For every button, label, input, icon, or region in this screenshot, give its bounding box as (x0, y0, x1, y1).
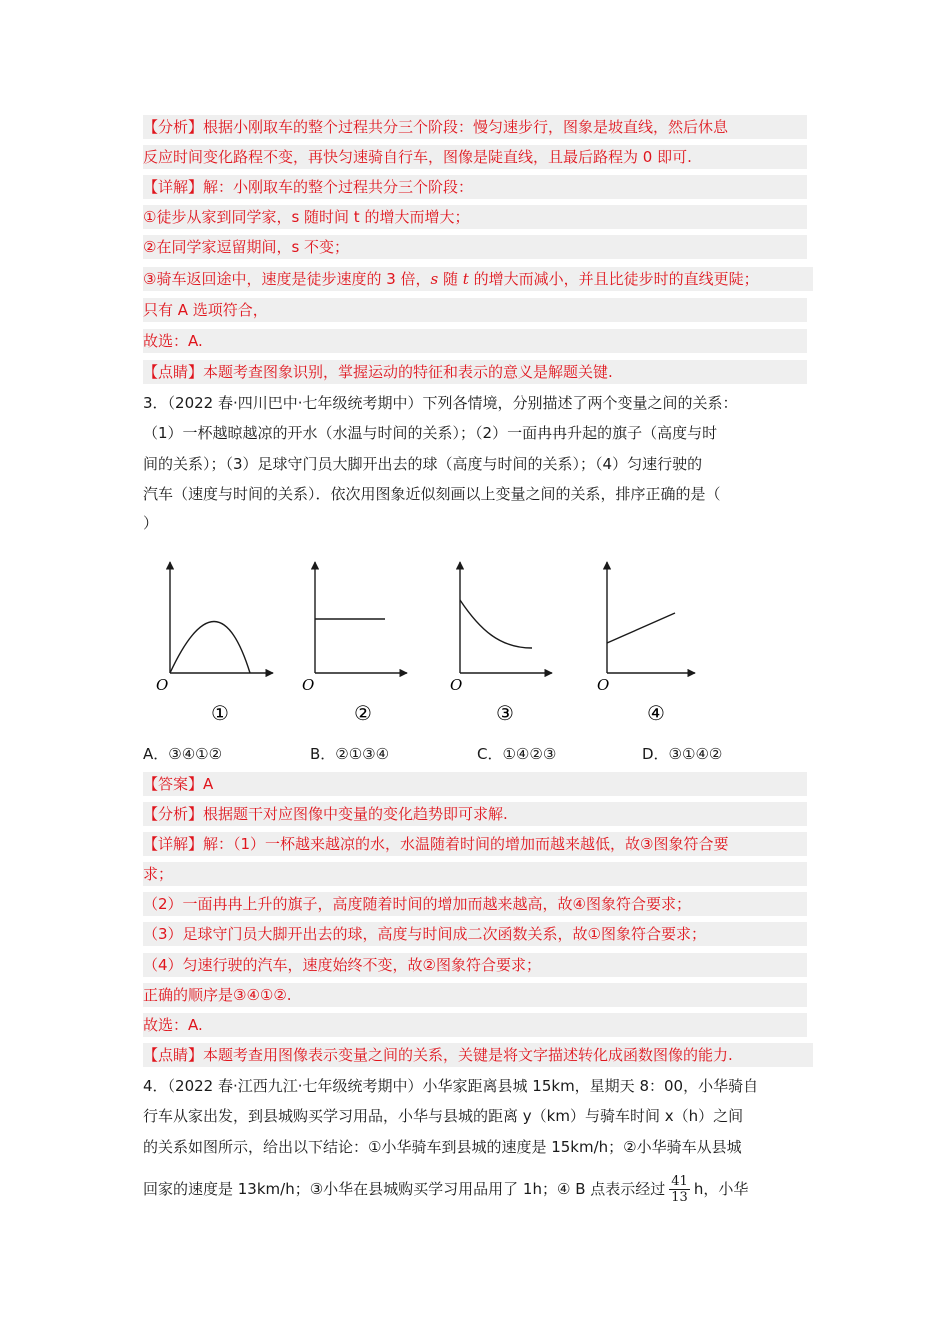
graph-2 (302, 562, 407, 725)
q3-stem-line1: 3．（2022 春·四川巴中·七年级统考期中）下列各情境，分别描述了两个变量之间的关系： (143, 394, 738, 412)
q3-comment: 【点睛】本题考查用图像表示变量之间的关系，关键是将文字描述转化成函数图像的能力. (143, 1043, 813, 1067)
graph-3-caption: ③ (496, 701, 514, 725)
graph-4-increasing-line (607, 613, 675, 643)
option-d: D．③①④② (642, 745, 723, 763)
q2-stage2: ②在同学家逗留期间，s 不变； (143, 235, 807, 259)
graph-1 (156, 562, 273, 725)
q3-graphs-figure (140, 550, 700, 730)
q3-detail-line6: 正确的顺序是③④①②. (143, 983, 807, 1007)
graph-4-origin-label: O (597, 676, 610, 694)
graph-3-decay-curve (460, 600, 532, 648)
q4-stem-line3: 的关系如图所示，给出以下结论：①小华骑车到县城的速度是 15km/h；②小华骑车从县城 (143, 1138, 742, 1156)
q4-stem-line1: 4．（2022 春·江西九江·七年级统考期中）小华家距离县城 15km，星期天 8：00，小华骑自 (143, 1077, 759, 1095)
q3-choose: 故选：A. (143, 1013, 807, 1037)
q2-stage3 (143, 267, 813, 291)
q3-detail-line1: 【详解】解：（1）一杯越来越凉的水，水温随着时间的增加而越来越低，故③图象符合要 (143, 832, 807, 856)
q4-stem-line4-part-a: 回家的速度是 13km/h；③小华在县城购买学习用品用了 1h；④ B 点表示经过 (143, 1180, 666, 1198)
q4-stem-line4 (143, 1172, 748, 1206)
q4-stem-line2: 行车从家出发，到县城购买学习用品，小华与县城的距离 y（km）与骑车时间 x（h）之间 (143, 1107, 744, 1125)
option-a: A．③④①② (143, 745, 223, 763)
option-c: C．①④②③ (477, 745, 557, 763)
q3-detail-line2: 求； (143, 862, 807, 886)
q2-choose: 故选：A. (143, 329, 807, 353)
q2-analysis-line2: 反应时间变化路程不变，再快匀速骑自行车，图像是陡直线，且最后路程为 0 即可. (143, 145, 807, 169)
q3-stem-line4: 汽车（速度与时间的关系）．依次用图象近似刻画以上变量之间的关系，排序正确的是（ (143, 485, 721, 503)
q2-comment: 【点睛】本题考查图象识别，掌握运动的特征和表示的意义是解题关键. (143, 360, 807, 384)
q2-analysis-line1: 【分析】根据小刚取车的整个过程共分三个阶段：慢匀速步行，图象是坡直线，然后休息 (143, 115, 807, 139)
q3-stem-line3: 间的关系）；（3）足球守门员大脚开出去的球（高度与时间的关系）；（4）匀速行驶的 (143, 455, 703, 473)
q4-stem-line4-part-b: h，小华 (693, 1180, 749, 1198)
fraction-41-13 (669, 1174, 690, 1205)
q3-answer: 【答案】A (143, 772, 807, 796)
graph-1-parabola-curve (170, 622, 250, 674)
graph-1-caption: ① (211, 701, 229, 725)
q2-stage3-part-a: ③骑车返回途中，速度是徒步速度的 3 倍， (143, 270, 431, 288)
q2-stage1: ①徒步从家到同学家，s 随时间 t 的增大而增大； (143, 205, 807, 229)
graph-4 (597, 562, 695, 725)
q3-analysis: 【分析】根据题干对应图像中变量的变化趋势即可求解. (143, 802, 807, 826)
q3-detail-line5: （4）匀速行驶的汽车，速度始终不变，故②图象符合要求； (143, 953, 807, 977)
variable-s: s (430, 270, 439, 288)
fraction-numerator: 41 (671, 1174, 688, 1189)
q2-only-a: 只有 A 选项符合， (143, 298, 807, 322)
q2-stage3-part-b: 随 (438, 270, 463, 288)
q3-stem-line5: ） (143, 514, 159, 532)
graph-3-origin-label: O (450, 676, 463, 694)
q3-detail-line3: （2）一面冉冉上升的旗子，高度随着时间的增加而越来越高，故④图象符合要求； (143, 892, 807, 916)
variable-t: t (462, 270, 469, 288)
graph-4-caption: ④ (647, 701, 665, 725)
q2-stage3-part-c: 的增大而减小，并且比徒步时的直线更陡； (468, 270, 759, 288)
graph-2-origin-label: O (302, 676, 315, 694)
option-b: B．②①③④ (310, 745, 390, 763)
q3-stem-line2: （1）一杯越晾越凉的开水（水温与时间的关系）；（2）一面冉冉升起的旗子（高度与时 (143, 424, 718, 442)
graph-1-origin-label: O (156, 676, 169, 694)
graph-3 (450, 562, 552, 725)
q2-detail-intro: 【详解】解：小刚取车的整个过程共分三个阶段： (143, 175, 807, 199)
q3-detail-line4: （3）足球守门员大脚开出去的球，高度与时间成二次函数关系，故①图象符合要求； (143, 922, 807, 946)
graph-2-caption: ② (354, 701, 372, 725)
fraction-denominator: 13 (671, 1190, 688, 1205)
